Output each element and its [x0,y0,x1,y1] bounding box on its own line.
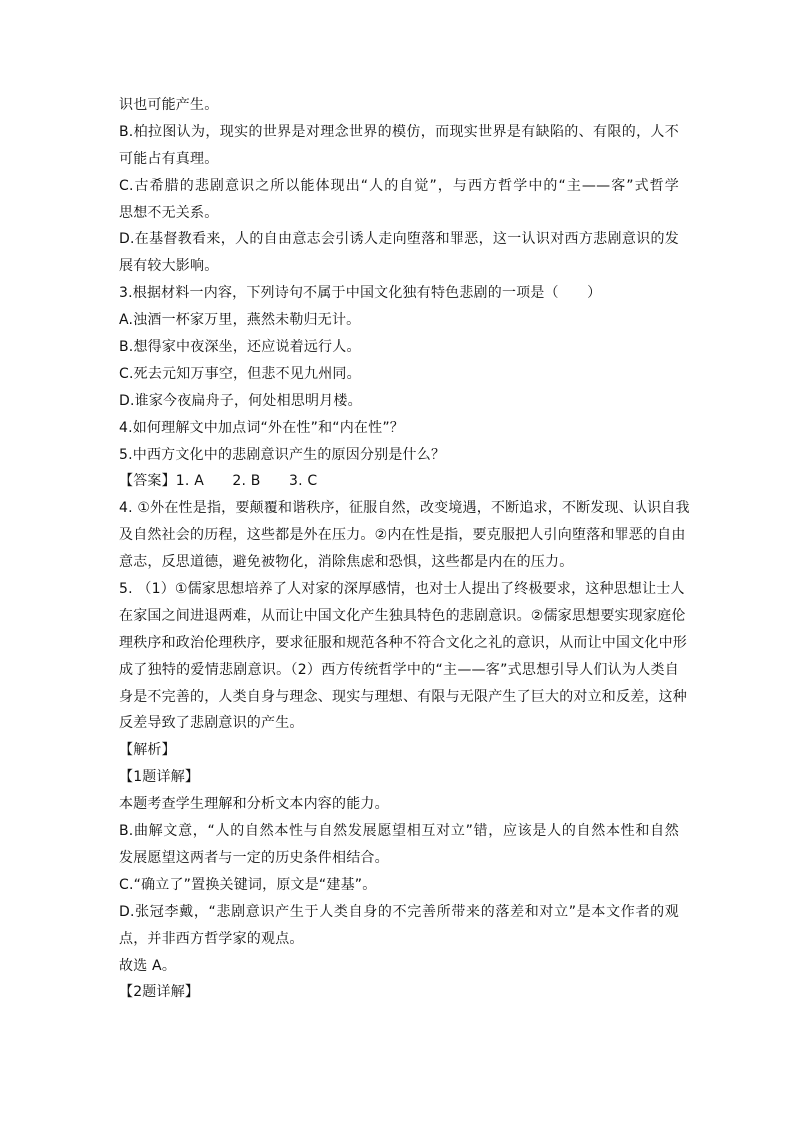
text-line: C.死去元知万事空，但悲不见九州同。 [119,365,361,382]
text-line: 识也可能产生。 [119,97,219,113]
text-line: 理秩序和政治伦理秩序，要求征服和规范各种不符合文化之礼的意识，从而让中国文化中形 [119,634,687,651]
text-line: 意志，反思道德，避免被物化，消除焦虑和恐惧，这些都是内在的压力。 [119,554,574,571]
text-line: D.张冠李戴，“悲剧意识产生于人类自身的不完善所带来的落差和对立”是本文作者的观 [119,903,679,920]
text-line: A.浊酒一杯家万里，燕然未勒归无计。 [119,312,361,329]
text-line: 展有较大影响。 [119,258,219,275]
text-line: 发展愿望这两者与一定的历史条件相结合。 [119,849,389,866]
text-line: 5.中西方文化中的悲剧意识产生的原因分别是什么？ [119,446,446,463]
text-line: B.曲解文意，“人的自然本性与自然发展愿望相互对立”错，应该是人的自然本性和自然 [119,823,679,840]
text-line: 身是不完善的，人类自身与理念、现实与理想、有限与无限产生了巨大的对立和反差，这种 [119,688,687,705]
text-line: 3.根据材料一内容，下列诗句不属于中国文化独有特色悲剧的一项是（ ） [119,285,602,302]
text-line: C.古希腊的悲剧意识之所以能体现出“人的自觉”，与西方哲学中的“主——客”式哲学 [119,177,679,194]
text-line: 4. ①外在性是指，要颠覆和谐秩序，征服自然，改变境遇，不断追求，不断发现、认识自我 [119,500,690,517]
document-page [119,92,690,1006]
text-line: 成了独特的爱情悲剧意识。（2）西方传统哲学中的“主——客”式思想引导人们认为人类自 [119,661,679,678]
text-line: D.谁家今夜扁舟子，何处相思明月楼。 [119,392,362,409]
text-line: B.想得家中夜深坐，还应说着远行人。 [119,339,361,356]
text-line: 及自然社会的历程，这些都是外在压力。②内在性是指，要克服把人引向堕落和罪恶的自由 [119,527,686,544]
text-line: 【解析】 [119,742,176,759]
text-line: 故选 A。 [119,957,177,974]
text-line: 本题考查学生理解和分析文本内容的能力。 [119,796,389,813]
text-line: 在家国之间进退两难，从而让中国文化产生独具特色的悲剧意识。②儒家思想要实现家庭伦 [119,607,686,624]
text-line: 反差导致了悲剧意识的产生。 [119,715,304,732]
text-line: 可能占有真理。 [119,150,219,167]
text-line: 【答案】1. A 2. B 3. C [119,473,318,490]
text-line: 【2题详解】 [119,984,200,1001]
text-line: B.柏拉图认为，现实的世界是对理念世界的模仿，而现实世界是有缺陷的、有限的，人不 [119,123,679,140]
text-line: 4.如何理解文中加点词“外在性”和“内在性”？ [119,419,404,436]
text-line: 思想不无关系。 [119,204,219,221]
text-line: D.在基督教看来，人的自由意志会引诱人走向堕落和罪恶，这一认识对西方悲剧意识的发 [119,231,679,248]
text-line: C.“确立了”置换关键词，原文是“建基”。 [119,876,377,893]
text-line: 点，并非西方哲学家的观点。 [119,930,304,947]
text-line: 5. （1）①儒家思想培养了人对家的深厚感情，也对士人提出了终极要求，这种思想让士人 [119,581,685,598]
text-line: 【1题详解】 [119,769,200,786]
